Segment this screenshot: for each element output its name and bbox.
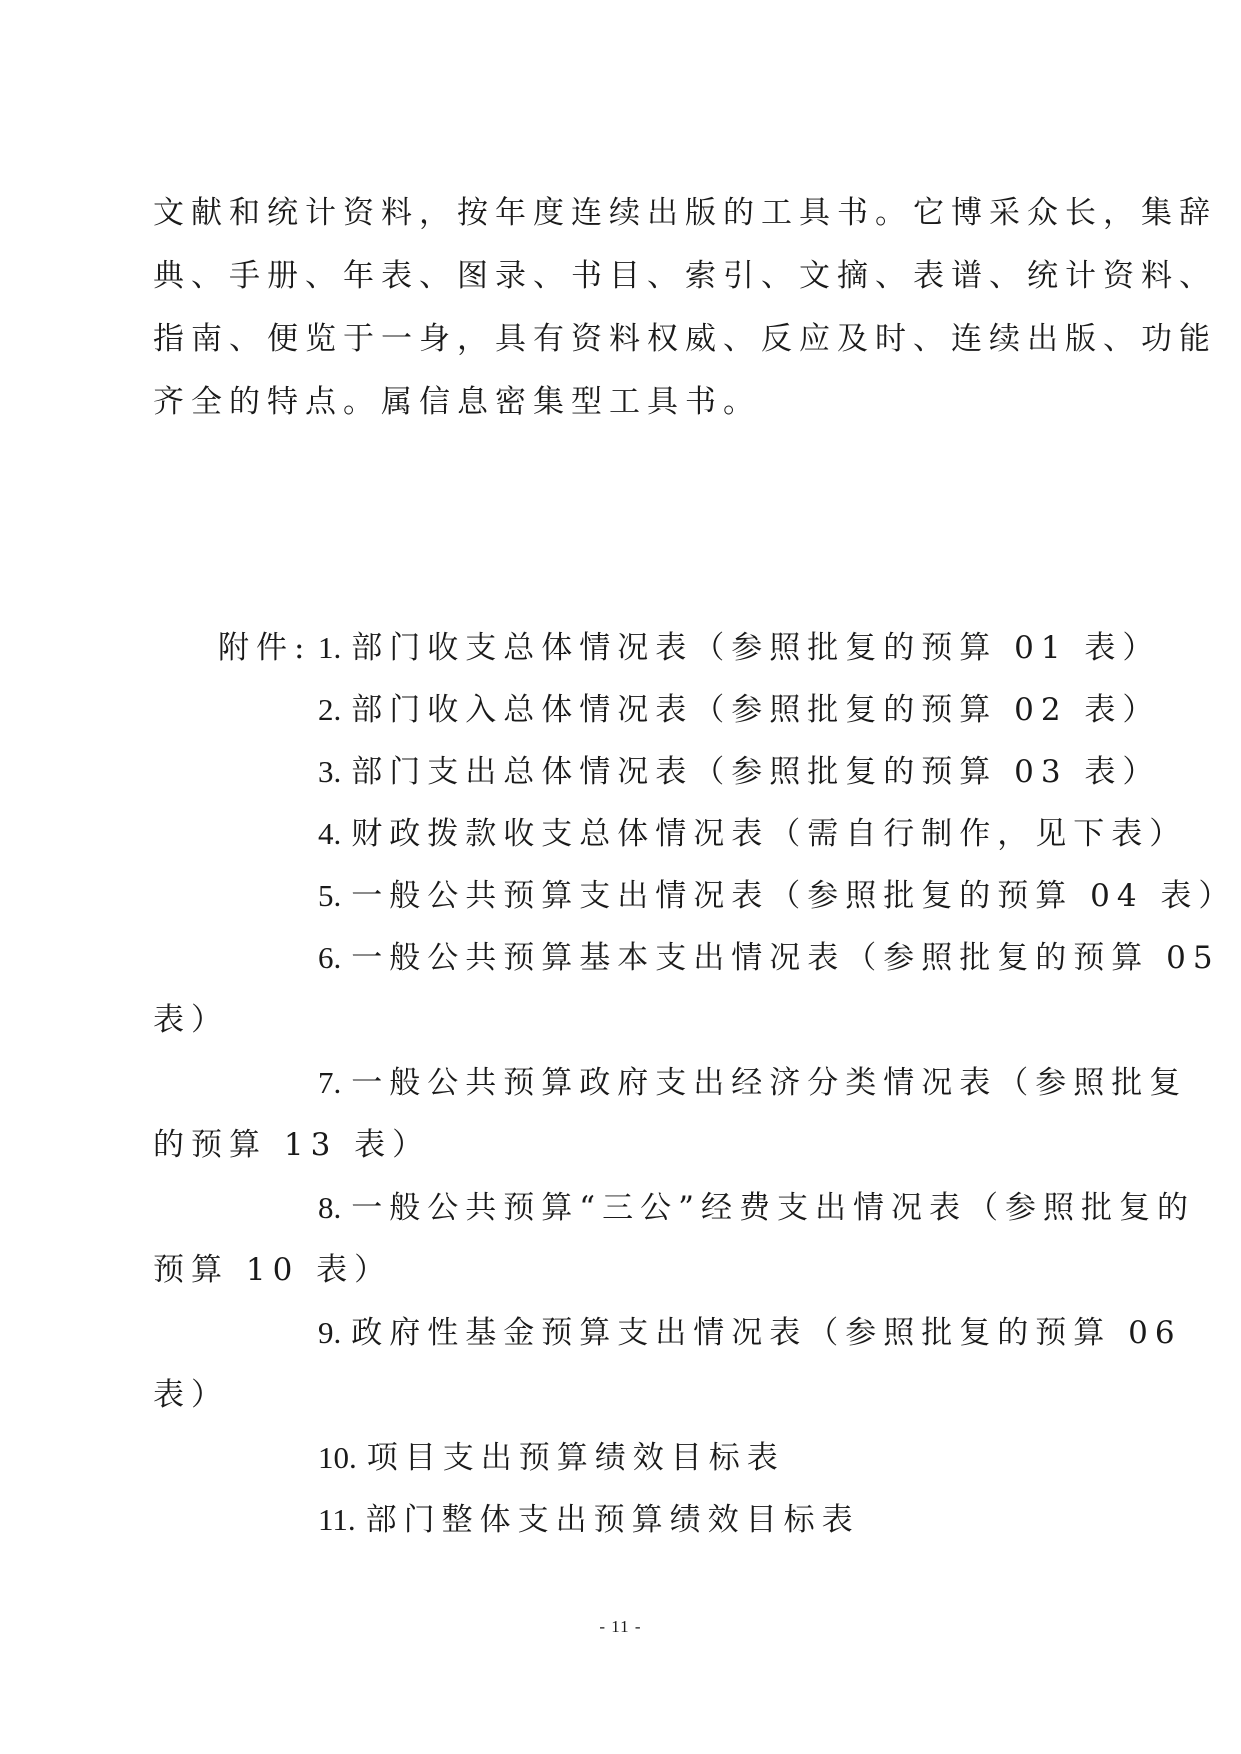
attachment-item [318, 1313, 1182, 1353]
attachment-item [318, 1438, 785, 1478]
attachment-title: 一般公共预算“三公”经费支出情况表（参照批复的 [351, 1190, 1195, 1226]
attachment-number: 9. [318, 1315, 342, 1350]
attachment-number: 1. [318, 630, 342, 665]
attachment-title: 项目支出预算绩效目标表 [366, 1440, 785, 1476]
paragraph-line: 指南、便览于一身，具有资料权威、反应及时、连续出版、功能 [153, 321, 1217, 357]
attachment-title: 部门整体支出预算绩效目标表 [365, 1502, 860, 1538]
paragraph-line: 典、手册、年表、图录、书目、索引、文摘、表谱、统计资料、 [153, 258, 1217, 294]
attachment-title: 一般公共预算支出情况表（参照批复的预算 04 表） [351, 878, 1237, 914]
attachment-continuation: 预算 10 表） [153, 1252, 393, 1288]
attachment-item [318, 1500, 860, 1540]
attachment-item [318, 1188, 1195, 1228]
attachment-number: 10. [318, 1440, 357, 1475]
attachment-item [318, 752, 1160, 792]
attachment-item [318, 938, 1220, 978]
attachment-number: 5. [318, 878, 342, 913]
attachment-continuation: 的预算 13 表） [153, 1127, 431, 1163]
paragraph-line: 齐全的特点。属信息密集型工具书。 [153, 384, 761, 420]
attachment-item [318, 1063, 1187, 1103]
attachment-number: 2. [318, 692, 342, 727]
paragraph-line: 文献和统计资料，按年度连续出版的工具书。它博采众长，集辞 [153, 195, 1217, 231]
attachment-number: 7. [318, 1065, 342, 1100]
attachments-label: 附件: [218, 630, 312, 666]
attachment-number: 4. [318, 816, 342, 851]
attachment-title: 一般公共预算政府支出经济分类情况表（参照批复 [351, 1065, 1188, 1101]
attachment-number: 3. [318, 754, 342, 789]
attachment-item [318, 814, 1187, 854]
attachment-continuation: 表） [153, 1377, 229, 1413]
page-number: - 11 - [599, 1617, 642, 1636]
attachment-item [318, 628, 1160, 668]
attachment-title: 部门收入总体情况表（参照批复的预算 02 表） [351, 692, 1161, 728]
attachment-item [318, 876, 1236, 916]
attachment-item [318, 690, 1160, 730]
attachment-title: 部门收支总体情况表（参照批复的预算 01 表） [351, 630, 1161, 666]
attachment-title: 财政拨款收支总体情况表（需自行制作，见下表） [351, 816, 1188, 852]
attachment-continuation: 表） [153, 1002, 229, 1038]
attachment-title: 一般公共预算基本支出情况表（参照批复的预算 05 [351, 940, 1220, 976]
attachment-number: 6. [318, 940, 342, 975]
attachment-title: 政府性基金预算支出情况表（参照批复的预算 06 [351, 1315, 1182, 1351]
attachment-number: 8. [318, 1190, 342, 1225]
attachment-number: 11. [318, 1502, 356, 1537]
attachment-title: 部门支出总体情况表（参照批复的预算 03 表） [351, 754, 1161, 790]
